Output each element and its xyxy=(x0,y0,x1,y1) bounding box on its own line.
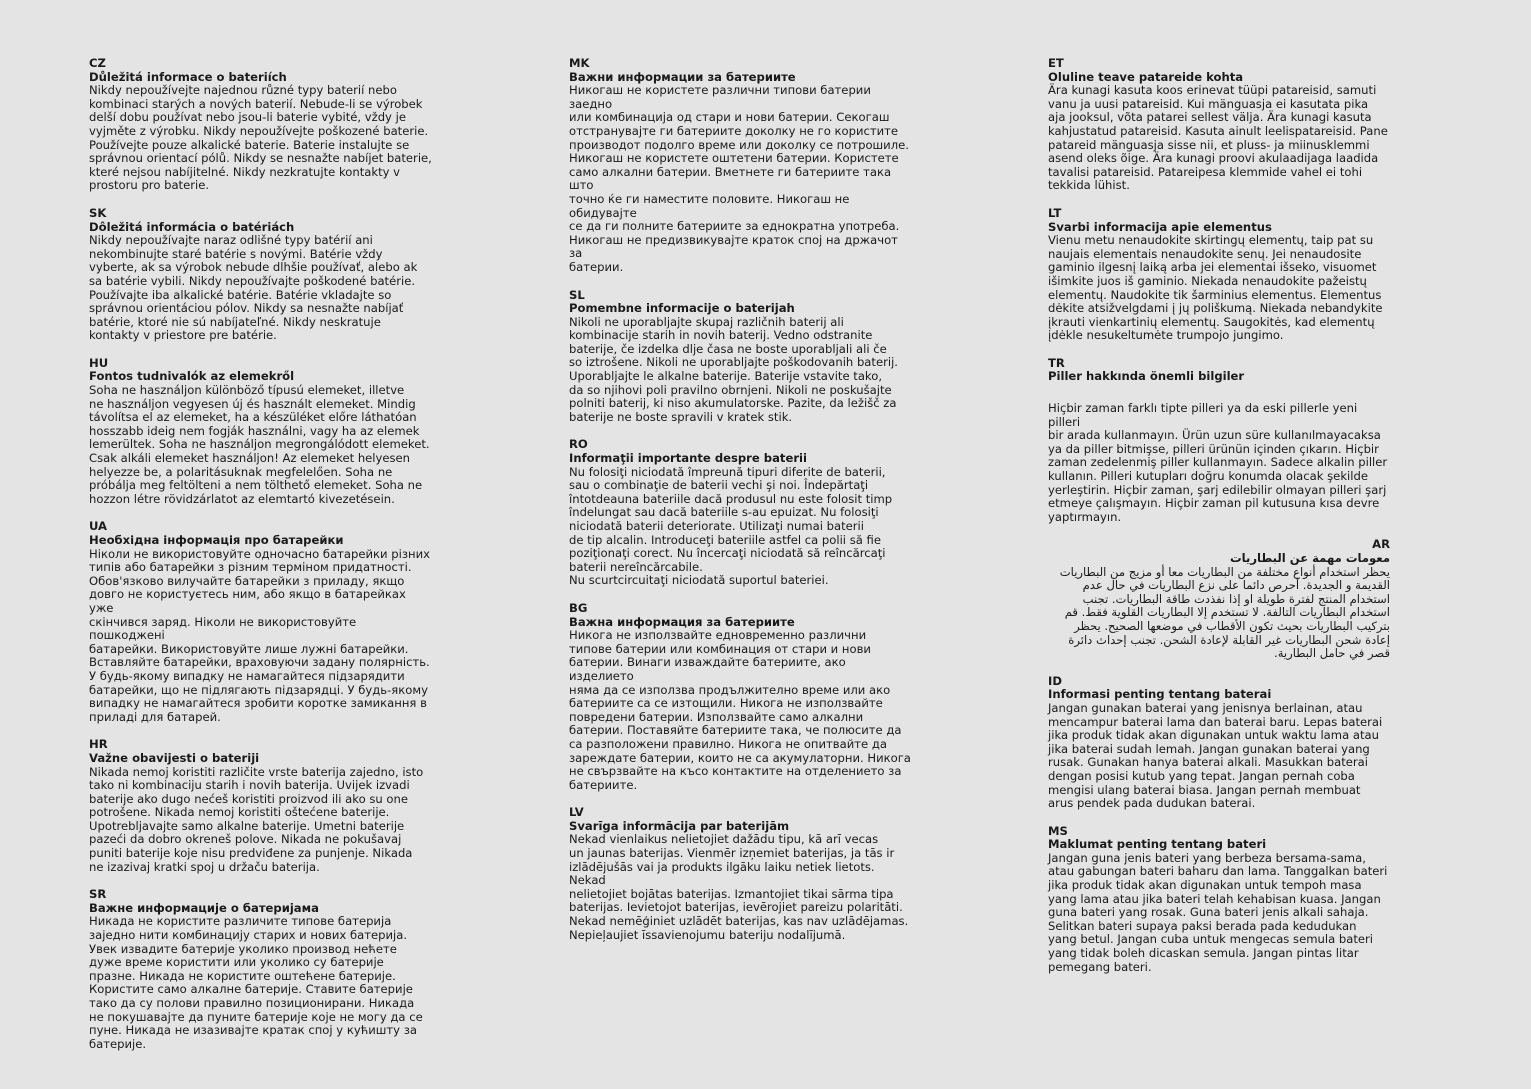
section-body: Никогаш не користете различни типови батерии заедно или комбинација од стари и нови батерии. Секогаш отстранувајте ги батериите доколку не го користите производот подолго време или доколку се потрошиле. Никогаш не користете оштетени батерии. Користете само алкални батерии. Вметнете ги батериите така што точно ќе ги наместите половите. Никогаш не обидувајте се да ги полните батериите за еднократна употреба. Никогаш не предизвикувајте краток спој на држачот за батерии. xyxy=(569,83,909,274)
section-body: Vienu metu nenaudokite skirtingų elementų, taip pat su naujais elementais nenaudokite senų. Jei nenaudosite gaminio ilgesnį laiką arba jei elementai išseko, visuomet išimkite juos iš gaminio. Niekada nenaudokite pažeistų elementų. Naudokite tik šarminius elementus. Elementus dėkite atsižvelgdami į jų poliškumą. Niekada nebandykite įkrauti vienkartinių elementų. Saugokitės, kad elementų įdėkle nesukeltumėte trumpojo jungimo. xyxy=(1048,233,1383,343)
section-body: Nikdy nepoužívejte najednou různé typy baterií nebo kombinaci starých a nových baterií. Nebude-li se výrobek delší dobu používat nebo jsou-li baterie vybité, vždy je vyjměte z výrobku. Nikdy nepoužívejte poškozené baterie. Používejte pouze alkalické baterie. Baterie instalujte se správnou orientací pólů. Nikdy se nesnažte nabíjet baterie, které nejsou nabíjitelné. Nikdy nezkratujte kontakty v prostoru pro baterie. xyxy=(89,83,432,193)
language-code: UA xyxy=(89,519,108,534)
section-body: Nekad vienlaikus nelietojiet dažādu tipu, kā arī vecas un jaunas baterijas. Vienmēr izņemiet baterijas, ja tās ir izlādējušās vai ja produkts ilgāku laiku netiek lietots. Nekad nelietojiet bojātas baterijas. Izmantojiet tikai sārma tipa baterijas. Ievietojot baterijas, ievērojiet pareizu polaritāti. Nekad nemēģiniet uzlādēt baterijas, kas nav uzlādējamas. Nepieļaujiet īssavienojumu bateriju nodalījumā. xyxy=(569,832,909,942)
column-left xyxy=(89,57,434,1065)
section-sk xyxy=(89,207,434,343)
section-heading: Oluline teave patareide kohta xyxy=(1048,69,1244,84)
section-tr xyxy=(1048,357,1393,525)
section-body: Nikoli ne uporabljajte skupaj različnih baterij ali kombinacije starih in novih baterij. Vedno odstranite baterije, če izdelka dlje časa ne boste uporabljali ali če so iztrošene. Nikoli ne uporabljajte poškodovanih baterij. Uporabljajte le alkalne baterije. Baterije vstavite tako, da so njihovi poli pravilno obrnjeni. Nikoli ne poskušajte polniti baterij, ki niso akumulatorske. Pazite, da ležišč za baterije ne boste spravili v kratek stik. xyxy=(569,314,898,424)
section-heading: Važne obavijesti o bateriji xyxy=(89,750,260,765)
section-heading: Informasi penting tentang baterai xyxy=(1048,687,1272,702)
language-code: MS xyxy=(1048,823,1068,838)
section-ua xyxy=(89,520,434,724)
section-heading: Важни информации за батериите xyxy=(569,69,796,84)
section-heading: Необхідна інформація про батарейки xyxy=(89,533,344,547)
section-heading: Piller hakkında önemli bilgiler xyxy=(1048,369,1245,384)
section-cz xyxy=(89,57,434,193)
language-code: LT xyxy=(1048,205,1062,220)
section-lv xyxy=(569,806,914,942)
section-heading: Informaţii importante despre baterii xyxy=(569,451,807,466)
language-code: ET xyxy=(1048,56,1064,70)
section-hu xyxy=(89,357,434,507)
language-code: ID xyxy=(1048,673,1062,688)
section-body: Ära kunagi kasuta koos erinevat tüüpi patareisid, samuti vanu ja uusi patareisid. Kui mänguasja ei kasutata pika aja jooksul, võta patarei sellest välja. Ära kunagi kasuta kahjustatud patareisid. Kasuta ainult leelispatareisid. Pane patareid mänguasja sisse nii, et pluss- ja miinusklemmi asend oleks õige. Ära kunagi proovi akulaadijaga laadida tavalisi patareisid. Patareipesa klemmide vahel ei tohi tekkida lühist. xyxy=(1048,83,1388,193)
section-heading: Важне информације о батеријама xyxy=(89,900,319,915)
section-body: Ніколи не використовуйте одночасно батарейки різних типів або батарейки з різним терміном придатності. Обов'язково вилучайте батарейки з приладу, якщо довго не користуєтесь ним, або якщо в батарейках уже скінчився заряд. Ніколи не використовуйте пошкоджені батарейки. Використовуйте лише лужні батарейки. Вставляйте батарейки, враховуючи задану полярність. У будь-якому випадку не намагайтеся підзарядити батарейки, що не підлягають підзарядці. У будь-якому випадку не намагайтеся зробити коротке замикання в приладі для батарей. xyxy=(89,546,430,724)
section-body: Soha ne használjon különböző típusú elemeket, illetve ne használjon vegyesen új és használt elemeket. Mindig távolítsa el az elemeket, ha a készüléket előre láthatóan hosszabb ideig nem fogják használni, vagy ha az elemek lemerültek. Soha ne használjon megrongálódott elemeket. Csak alkáli elemeket használjon! Az elemeket helyesen helyezze be, a polaritásuknak megfelelően. Soha ne próbálja meg feltölteni a nem tölthető elemeket. Soha ne hozzon létre rövidzárlatot az elemtartó kivezetésein. xyxy=(89,383,430,506)
section-heading: Svarīga informācija par baterijām xyxy=(569,818,790,833)
section-heading: Svarbi informacija apie elementus xyxy=(1048,219,1272,234)
section-heading: Важна информация за батериите xyxy=(569,614,795,629)
language-code: CZ xyxy=(89,56,106,70)
section-lt xyxy=(1048,207,1393,343)
section-bg xyxy=(569,602,914,792)
section-body: Nikada nemoj koristiti različite vrste baterija zajedno, isto tako ni kombinaciju starih i novih baterija. Uvijek izvadi baterije ako dugo nećeš koristiti proizvod ili ako su one potrošene. Nikada nemoj koristiti oštećene baterije. Upotrebljavajte samo alkalne baterije. Umetni baterije pazeći da dobro okreneš polove. Nikada ne pokušavaj puniti baterije koje nisu predviđene za punjenje. Nikada ne izazivaj kratki spoj u držaču baterija. xyxy=(89,764,424,874)
section-body: Nu folosiţi niciodată împreună tipuri diferite de baterii, sau o combinaţie de baterii vechi şi noi. Îndepărtaţi întotdeauna bateriile dacă produsul nu este folosit timp îndelungat sau dacă bateriile s-au epuizat. Nu folosiţi niciodată baterii deteriorate. Utilizaţi numai baterii de tip alcalin. Introduceţi bateriile astfel ca polii să fie poziţionaţi corect. Nu încercaţi niciodată să reîncărcaţi baterii nereîncărcabile. Nu scurtcircuitaţi niciodată suportul bateriei. xyxy=(569,464,893,588)
section-heading: معومات مهمة عن البطاريات xyxy=(1229,551,1390,565)
section-sl xyxy=(569,289,914,425)
section-body: يحظر استخدام أنواع مختلفة من البطاريات معا أو مزيج من البطاريات القديمة و الجديدة. أحرص دائما على نزع البطاريات في حال عدم استخدام المنتج لفترة طويلة او إذا نفذدت طاقة البطاريات. تجنب استخدام البطاريات التالفة. لا تستخدم إلا البطاريات القلوية فقط. قم بتركيب البطاريات بحيث تكون الأقطاب في موضعها الصحيح. يحظر إعادة شحن البطاريات غير القابلة لإعادة الشحن. تجنب إحداث دائرة قصر في حامل البطارية. xyxy=(1059,564,1390,661)
section-heading: Pomembne informacije o baterijah xyxy=(569,301,795,316)
section-hr xyxy=(89,738,434,874)
section-heading: Fontos tudnivalók az elemekről xyxy=(89,369,295,384)
language-code: TR xyxy=(1048,355,1065,370)
language-code: BG xyxy=(569,600,588,615)
section-body: Jangan guna jenis bateri yang berbeza bersama-sama, atau gabungan bateri baharu dan lama. Tanggalkan bateri jika produk tidak akan digunakan untuk tempoh masa yang lama atau jika bateri telah kehabisan kuasa. Jangan guna bateri yang rosak. Guna bateri jenis alkali sahaja. Selitkan bateri supaya paksi berada pada kedudukan yang betul. Jangan cuba untuk mengecas semula bateri yang tidak boleh dicaskan semula. Jangan pintas litar pemegang bateri. xyxy=(1048,850,1388,974)
language-code: HU xyxy=(89,355,109,370)
section-heading: Důležitá informace o bateriích xyxy=(89,69,287,84)
language-code: AR xyxy=(1372,537,1390,552)
column-right xyxy=(1048,57,1393,988)
section-body: Hiçbir zaman farklı tipte pilleri ya da eski pillerle yeni pilleri bir arada kullanmayın. Ürün uzun süre kullanılmayacaksa ya da piller bitmişse, pilleri ürünün içinden çıkarın. Hiçbir zaman zedelenmiş piller kullanmayın. Sadece alkalin piller kullanın. Pilleri kutupları doğru konumda olacak şekilde yerleştirin. Hiçbir zaman, şarj edilebilir olmayan pilleri şarj etmeye çalışmayın. Hiçbir zaman pil kutusuna kısa devre yaptırmayın. xyxy=(1048,401,1388,524)
section-et xyxy=(1048,57,1393,193)
section-body: Никога не използвайте едновременно различни типове батерии или комбинация от стари и нови батерии. Винаги изваждайте батериите, ако изделието няма да се използва продължително време или ако батериите са се изтощили. Никога не използвайте повредени батерии. Използвайте само алкални батерии. Поставяйте батериите така, че полюсите да са разположени правилно. Никога не опитвайте да зареждате батерии, които не са акумулаторни. Никога не свързвайте на късо контактите на отделението за батериите. xyxy=(569,628,911,792)
section-heading: Dôležitá informácia o batériách xyxy=(89,219,295,234)
language-code: HR xyxy=(89,737,108,752)
section-heading: Maklumat penting tentang bateri xyxy=(1048,837,1267,852)
section-ar xyxy=(1048,538,1390,660)
section-ms xyxy=(1048,825,1393,975)
section-id xyxy=(1048,675,1393,811)
language-code: SR xyxy=(89,887,107,902)
section-ro xyxy=(569,438,914,588)
language-code: SL xyxy=(569,287,585,302)
section-sr xyxy=(89,888,434,1051)
column-middle xyxy=(569,57,914,956)
section-body: Никада не користите различите типове батерија заједно нити комбинацију старих и нових батерија. Увек извадите батерије уколико производ нећете дуже време користити или уколико су батерије празне. Никада не користите оштећене батерије. Користите само алкалне батерије. Ставите батерије тако да су полови правилно позиционирани. Никада не покушавајте да пуните батерије које не могу да се пуне. Никада не изазивајте кратак спој у кућишту за батерије. xyxy=(89,914,423,1051)
language-code: SK xyxy=(89,205,107,220)
language-code: RO xyxy=(569,437,588,452)
section-mk xyxy=(569,57,914,275)
section-body: Nikdy nepoužívajte naraz odlišné typy batérií ani nekombinujte staré batérie s novými. Batérie vždy vyberte, ak sa výrobok nebude dlhšie používať, alebo ak sa batérie vybili. Nikdy nepoužívajte poškodené batérie. Používajte iba alkalické batérie. Batérie vkladajte so správnou orientáciou pólov. Nikdy sa nesnažte nabíjať batérie, ktoré nie sú nabíjateľné. Nikdy neskratuje kontakty v priestore pre batérie. xyxy=(89,233,418,343)
language-code: MK xyxy=(569,56,590,70)
language-code: LV xyxy=(569,805,584,820)
section-body: Jangan gunakan baterai yang jenisnya berlainan, atau mencampur baterai lama dan baterai baru. Lepas baterai jika produk tidak akan digunakan untuk waktu lama atau jika baterai sudah lemah. Jangan gunakan baterai yang rusak. Gunakan hanya baterai alkali. Masukkan baterai dengan posisi kutub yang tepat. Jangan pernah coba mengisi ulang baterai biasa. Jangan pernah membuat arus pendek pada dudukan baterai. xyxy=(1048,700,1383,811)
